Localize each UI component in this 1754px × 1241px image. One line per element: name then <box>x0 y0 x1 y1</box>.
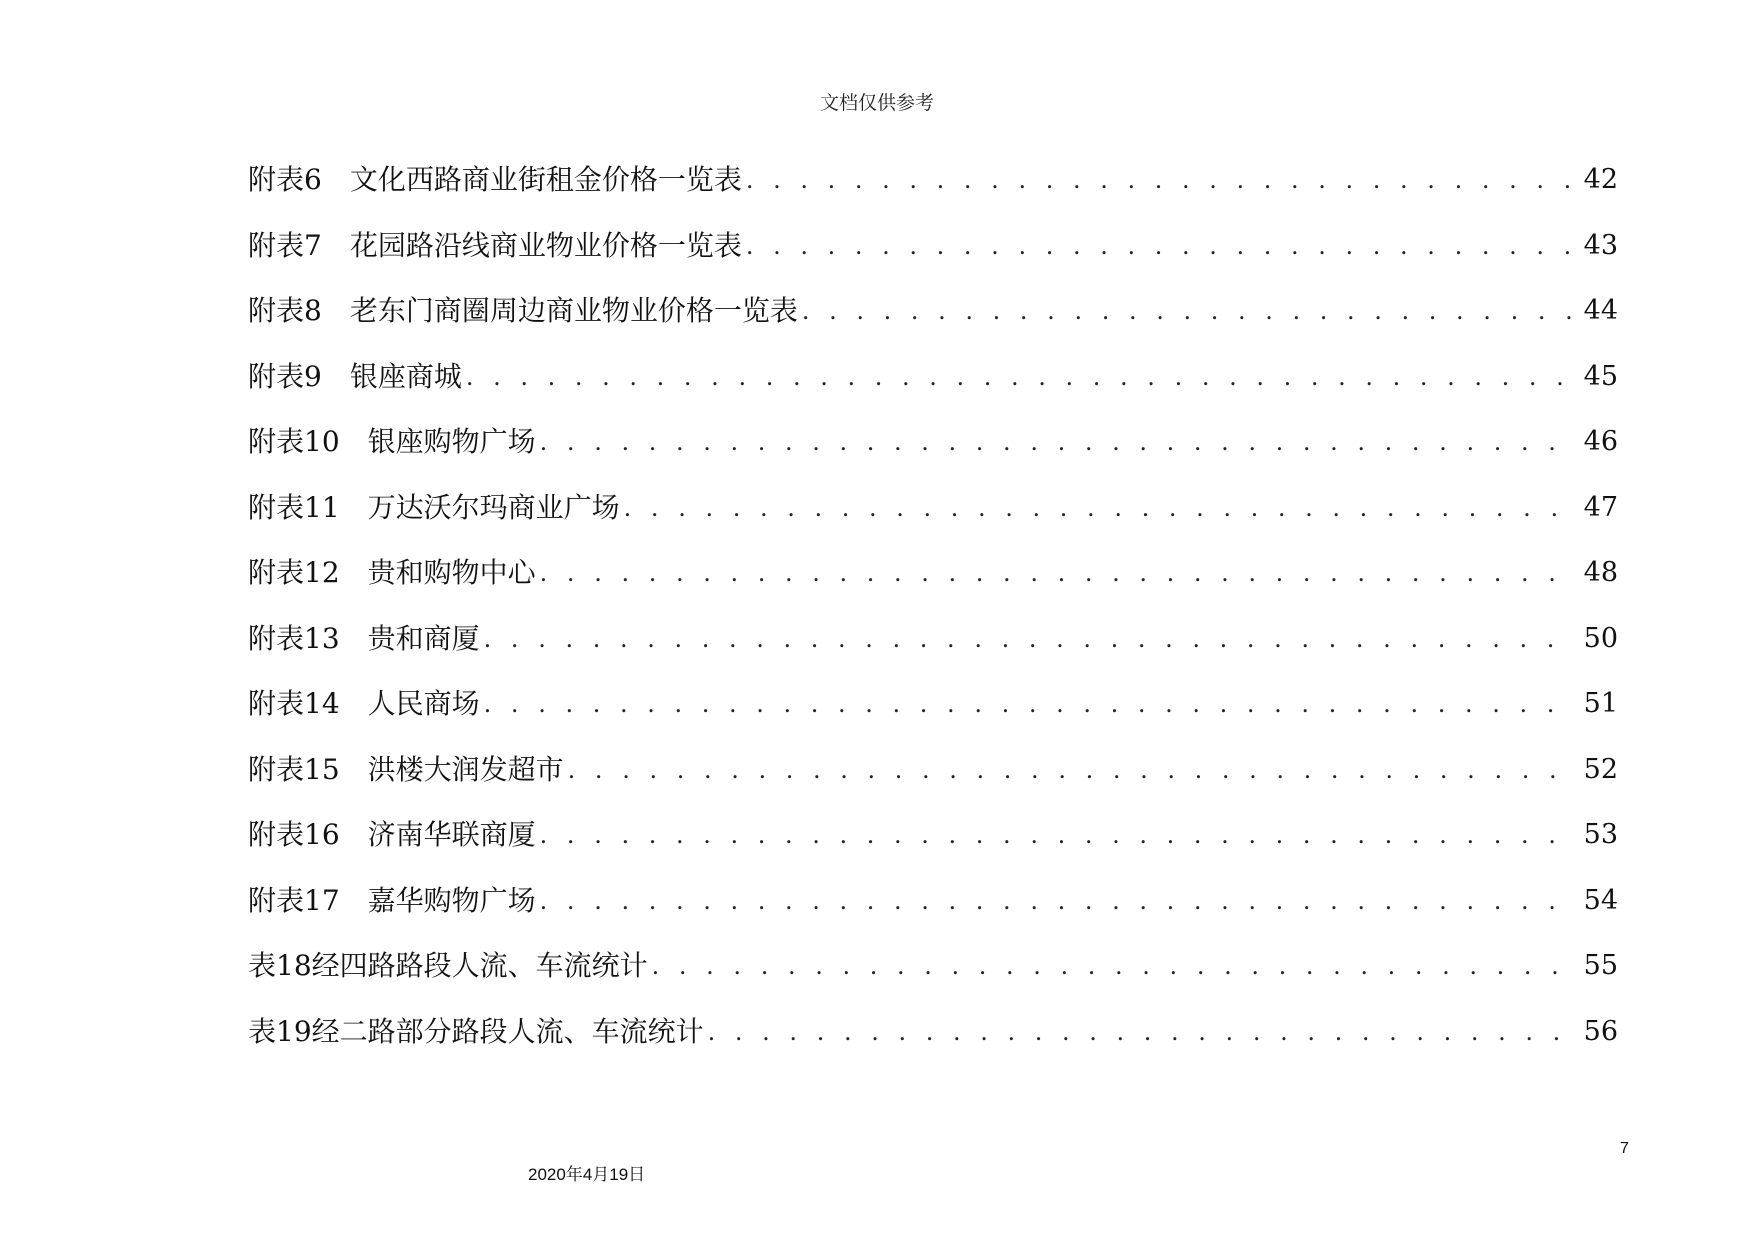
toc-entry-page: 42 <box>1583 164 1618 195</box>
toc-entry-gap <box>322 293 350 329</box>
toc-entry[interactable] <box>248 948 1618 1014</box>
toc-entry-label: 附表7 <box>248 228 322 262</box>
toc-entry-page: 45 <box>1583 360 1618 392</box>
toc-entry-label: 附表15 <box>248 752 340 786</box>
toc-entry-gap <box>340 817 368 853</box>
toc-entry-label: 附表11 <box>248 490 340 524</box>
toc-entry-page: 44 <box>1583 295 1618 326</box>
toc-entry-gap <box>322 359 350 395</box>
toc-entry-title: 银座购物广场 <box>367 425 536 458</box>
footer-date: 2020年4月19日 <box>528 1165 646 1184</box>
toc-entry-page: 43 <box>1583 229 1618 261</box>
toc-entry-label: 附表17 <box>248 883 340 917</box>
toc-entry-label: 附表6 <box>248 163 322 196</box>
toc-dot-leader <box>540 817 1576 853</box>
toc-dot-leader <box>540 424 1576 460</box>
toc-entry-page: 51 <box>1583 688 1618 719</box>
toc-dot-leader <box>802 293 1576 329</box>
toc-entry-page: 50 <box>1583 622 1618 654</box>
toc-entry-gap <box>340 621 368 657</box>
toc-entry-gap <box>340 555 368 591</box>
toc-dot-leader <box>746 162 1576 198</box>
toc-entry-page: 53 <box>1583 819 1618 850</box>
toc-entry-title: 银座商城 <box>349 359 462 393</box>
toc-entry-page: 46 <box>1583 426 1618 457</box>
toc-entry-gap <box>340 424 368 460</box>
toc-dot-leader <box>484 686 1576 722</box>
toc-entry-title: 人民商场 <box>367 687 480 720</box>
toc-entry-title: 经二路部分路段人流、车流统计 <box>311 1014 704 1048</box>
toc-entry-page: 47 <box>1583 491 1618 523</box>
toc-entry[interactable] <box>248 752 1618 818</box>
toc-entry-title: 经四路路段人流、车流统计 <box>311 949 648 982</box>
table-of-contents <box>248 162 1618 1079</box>
toc-entry[interactable] <box>248 555 1618 621</box>
toc-entry-label: 附表12 <box>248 556 340 589</box>
toc-entry-gap <box>340 752 368 788</box>
toc-entry[interactable] <box>248 490 1618 556</box>
toc-entry[interactable] <box>248 293 1618 359</box>
toc-entry-page: 54 <box>1583 884 1618 916</box>
toc-entry[interactable] <box>248 621 1618 687</box>
toc-entry-label: 表18 <box>248 949 312 982</box>
toc-entry-gap <box>322 162 350 198</box>
toc-entry-page: 56 <box>1583 1015 1618 1047</box>
toc-entry-title: 花园路沿线商业物业价格一览表 <box>349 228 742 262</box>
toc-entry-title: 万达沃尔玛商业广场 <box>367 490 620 524</box>
toc-dot-leader <box>484 621 1576 657</box>
toc-entry[interactable] <box>248 883 1618 949</box>
toc-entry-title: 文化西路商业街租金价格一览表 <box>349 163 742 196</box>
toc-entry-gap <box>340 883 368 919</box>
toc-dot-leader <box>568 752 1576 788</box>
toc-dot-leader <box>540 883 1576 919</box>
page-header: 文档仅供参考 <box>819 92 934 114</box>
toc-entry-label: 附表8 <box>248 294 322 327</box>
toc-entry[interactable] <box>248 424 1618 490</box>
toc-entry-title: 老东门商圈周边商业物业价格一览表 <box>349 294 798 327</box>
toc-entry-page: 55 <box>1583 950 1618 981</box>
toc-dot-leader <box>540 555 1576 591</box>
toc-entry-page: 48 <box>1583 557 1618 588</box>
page-number: 7 <box>1620 1140 1629 1157</box>
toc-entry[interactable] <box>248 817 1618 883</box>
toc-dot-leader <box>652 948 1576 984</box>
toc-entry-title: 贵和商厦 <box>367 621 480 655</box>
toc-entry-gap <box>322 228 350 264</box>
toc-entry[interactable] <box>248 359 1618 425</box>
toc-dot-leader <box>708 1014 1576 1050</box>
toc-entry[interactable] <box>248 162 1618 228</box>
toc-entry-gap <box>340 686 368 722</box>
toc-entry-gap <box>340 490 368 526</box>
toc-entry-label: 附表10 <box>248 425 340 458</box>
toc-dot-leader <box>624 490 1576 526</box>
toc-entry-title: 济南华联商厦 <box>367 818 536 851</box>
toc-entry-title: 洪楼大润发超市 <box>367 752 564 786</box>
toc-dot-leader <box>746 228 1576 264</box>
toc-entry-label: 表19 <box>248 1014 312 1048</box>
toc-entry-label: 附表13 <box>248 621 340 655</box>
toc-entry-label: 附表9 <box>248 359 322 393</box>
toc-entry-label: 附表16 <box>248 818 340 851</box>
toc-entry-label: 附表14 <box>248 687 340 720</box>
toc-entry[interactable] <box>248 686 1618 752</box>
toc-entry-page: 52 <box>1583 753 1618 785</box>
toc-dot-leader <box>466 359 1576 395</box>
toc-entry[interactable] <box>248 1014 1618 1080</box>
toc-entry-title: 嘉华购物广场 <box>367 883 536 917</box>
toc-entry-title: 贵和购物中心 <box>367 556 536 589</box>
toc-entry[interactable] <box>248 228 1618 294</box>
